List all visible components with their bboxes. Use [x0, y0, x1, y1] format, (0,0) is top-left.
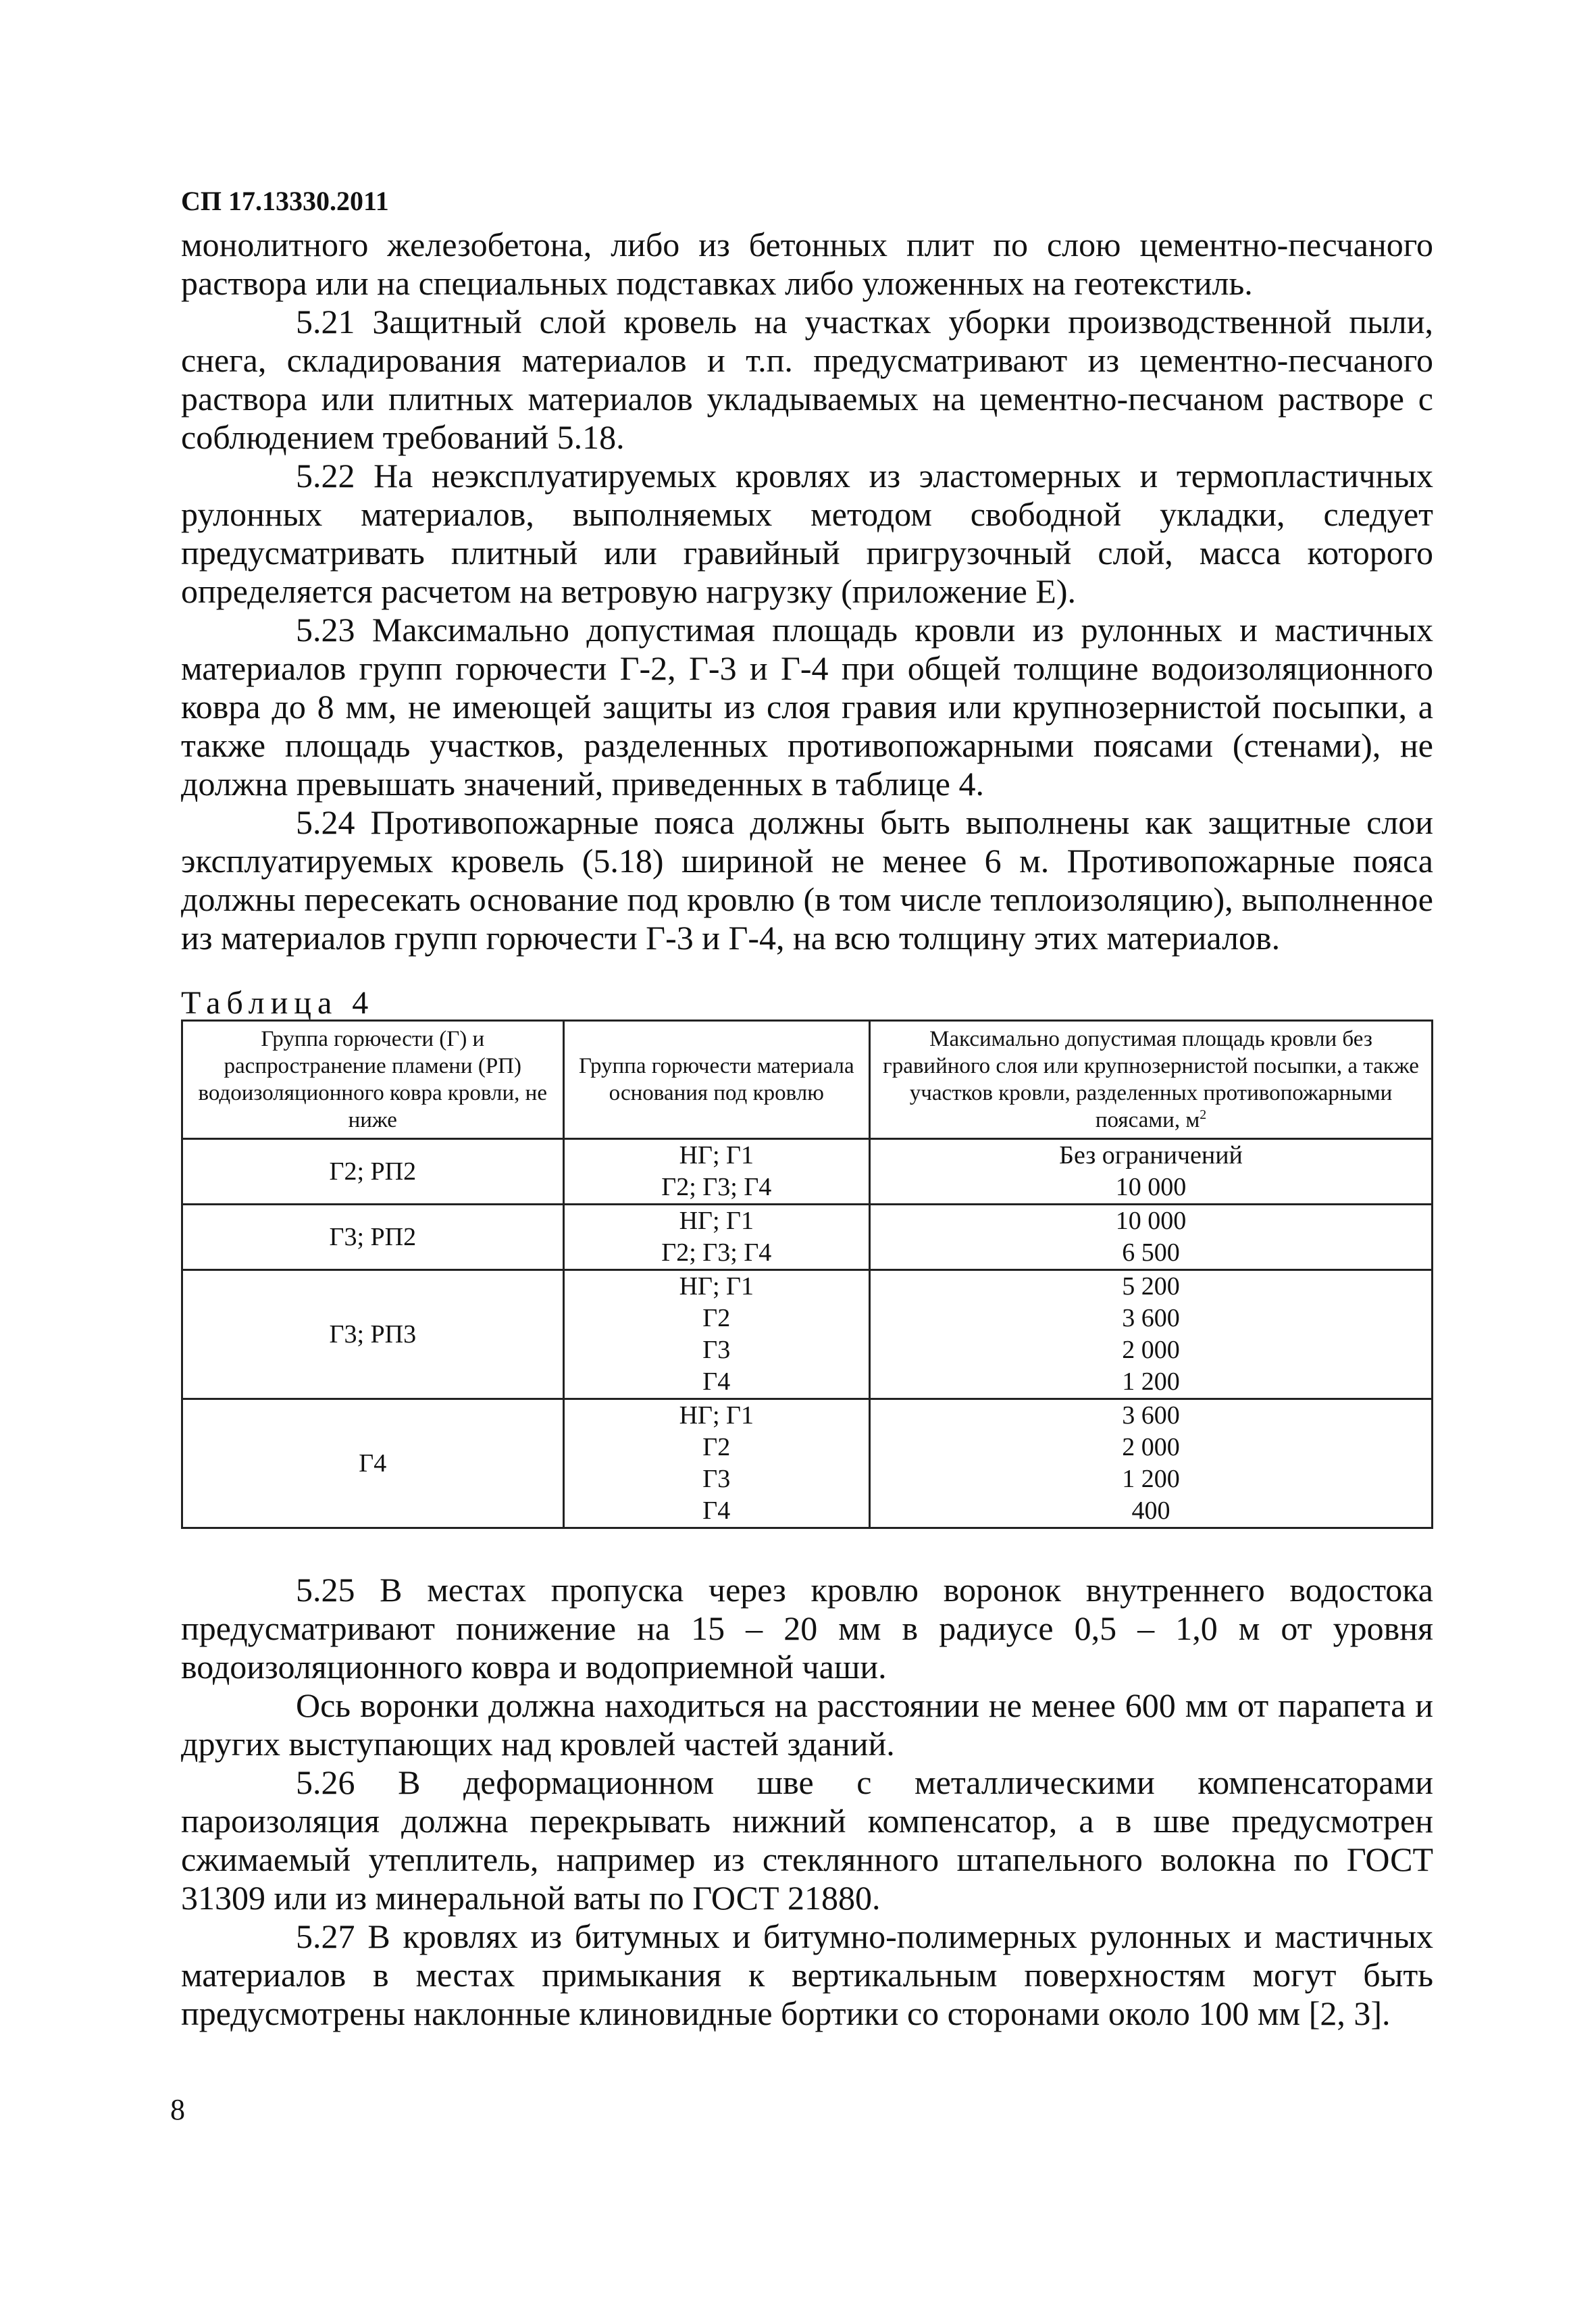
table-row: [182, 1205, 1433, 1238]
header-max-area: [870, 1021, 1433, 1139]
paragraph-5-21: 5.21 Защитный слой кровель на участках уборки производственной пыли, снега, складирования материалов и т.п. предусматривают из цементно-песчаного раствора или плитных материалов укладываемых на цементно-песчаном растворе с соблюдением требований 5.18.: [181, 303, 1433, 456]
cell-max-area: 400: [870, 1495, 1433, 1528]
cell-base-group: НГ; Г1: [563, 1270, 869, 1303]
cell-base-group: НГ; Г1: [563, 1205, 869, 1238]
cell-base-group: НГ; Г1: [563, 1139, 869, 1172]
cell-max-area: 3 600: [870, 1303, 1433, 1334]
header-max-area-sup: 2: [1200, 1107, 1207, 1122]
cell-max-area: 10 000: [870, 1172, 1433, 1205]
header-max-area-text: Максимально допустимая площадь кровли без гравийного слоя или крупнозернистой посыпки, а также участков кровли, разделенных противопожарными поясами, м: [883, 1027, 1419, 1132]
cell-max-area: 6 500: [870, 1237, 1433, 1270]
bottom-paragraphs: [181, 1571, 1433, 2033]
paragraph-5-22: 5.22 На неэксплуатируемых кровлях из эластомерных и термопластичных рулонных материалов, выполняемых методом свободной укладки, следует предусматривать плитный или гравийный пригрузочный слой, масса которого определяется расчетом на ветровую нагрузку (приложение Е).: [181, 457, 1433, 610]
table-4: [181, 1020, 1433, 1529]
cell-max-area: 5 200: [870, 1270, 1433, 1303]
cell-max-area: 2 000: [870, 1334, 1433, 1366]
table-body: [182, 1139, 1433, 1528]
cell-covering-group: Г3; РП2: [182, 1205, 564, 1270]
paragraph-5-25: 5.25 В местах пропуска через кровлю воронок внутреннего водостока предусматривают понижение на 15 – 20 мм в радиусе 0,5 – 1,0 м от уровня водоизоляционного ковра и водоприемной чаши.: [181, 1571, 1433, 1686]
cell-base-group: Г2: [563, 1432, 869, 1463]
cell-base-group: Г4: [563, 1495, 869, 1528]
cell-base-group: Г2; Г3; Г4: [563, 1172, 869, 1205]
cell-max-area: 3 600: [870, 1399, 1433, 1432]
top-paragraphs: [181, 226, 1433, 957]
table-row: [182, 1399, 1433, 1432]
cell-covering-group: Г4: [182, 1399, 564, 1528]
header-covering-group: Группа горючести (Г) и распространение пламени (РП) водоизоляционного ковра кровли, не ниже: [182, 1021, 564, 1139]
cell-covering-group: Г2; РП2: [182, 1139, 564, 1205]
cell-max-area: 2 000: [870, 1432, 1433, 1463]
page-number: 8: [170, 2093, 185, 2126]
document-code: СП 17.13330.2011: [181, 186, 389, 216]
cell-base-group: Г4: [563, 1366, 869, 1399]
cell-max-area: 1 200: [870, 1366, 1433, 1399]
cell-max-area: 1 200: [870, 1463, 1433, 1495]
cell-max-area: 10 000: [870, 1205, 1433, 1238]
paragraph-5-26: 5.26 В деформационном шве с металлическими компенсаторами пароизоляция должна перекрывать нижний компенсатор, а в шве предусмотрен сжимаемый утеплитель, например из стеклянного штапельного волокна по ГОСТ 31309 или из минеральной ваты по ГОСТ 21880.: [181, 1763, 1433, 1917]
cell-base-group: Г3: [563, 1463, 869, 1495]
header-base-group: Группа горючести материала основания под кровлю: [563, 1021, 869, 1139]
cell-base-group: НГ; Г1: [563, 1399, 869, 1432]
paragraph-funnel-axis: Ось воронки должна находиться на расстоянии не менее 600 мм от парапета и других выступающих над кровлей частей зданий.: [181, 1686, 1433, 1763]
cell-base-group: Г2: [563, 1303, 869, 1334]
paragraph-5-27: 5.27 В кровлях из битумных и битумно-полимерных рулонных и мастичных материалов в местах примыкания к вертикальным поверхностям могут быть предусмотрены наклонные клиновидные бортики со сторонами около 100 мм [2, 3].: [181, 1917, 1433, 2032]
paragraph-5-23: 5.23 Максимально допустимая площадь кровли из рулонных и мастичных материалов групп горючести Г-2, Г-3 и Г-4 при общей толщине водоизоляционного ковра до 8 мм, не имеющей защиты из слоя гравия или крупнозернистой посыпки, а также площадь участков, разделенных противопожарными поясами (стенами), не должна превышать значений, приведенных в таблице 4.: [181, 611, 1433, 803]
cell-covering-group: Г3; РП3: [182, 1270, 564, 1399]
table-row: [182, 1270, 1433, 1303]
cell-base-group: Г3: [563, 1334, 869, 1366]
paragraph: монолитного железобетона, либо из бетонных плит по слою цементно-песчаного раствора или на специальных подставках либо уложенных на геотекстиль.: [181, 226, 1433, 302]
document-page: [181, 181, 1433, 2033]
table-header-row: [182, 1021, 1433, 1139]
table-caption: Таблица 4: [181, 985, 375, 1021]
cell-max-area: Без ограничений: [870, 1139, 1433, 1172]
cell-base-group: Г2; Г3; Г4: [563, 1237, 869, 1270]
paragraph-5-24: 5.24 Противопожарные пояса должны быть выполнены как защитные слои эксплуатируемых кровель (5.18) шириной не менее 6 м. Противопожарные пояса должны пересекать основание под кровлю (в том числе теплоизоляцию), выполненное из материалов групп горючести Г-3 и Г-4, на всю толщину этих материалов.: [181, 803, 1433, 957]
table-row: [182, 1139, 1433, 1172]
